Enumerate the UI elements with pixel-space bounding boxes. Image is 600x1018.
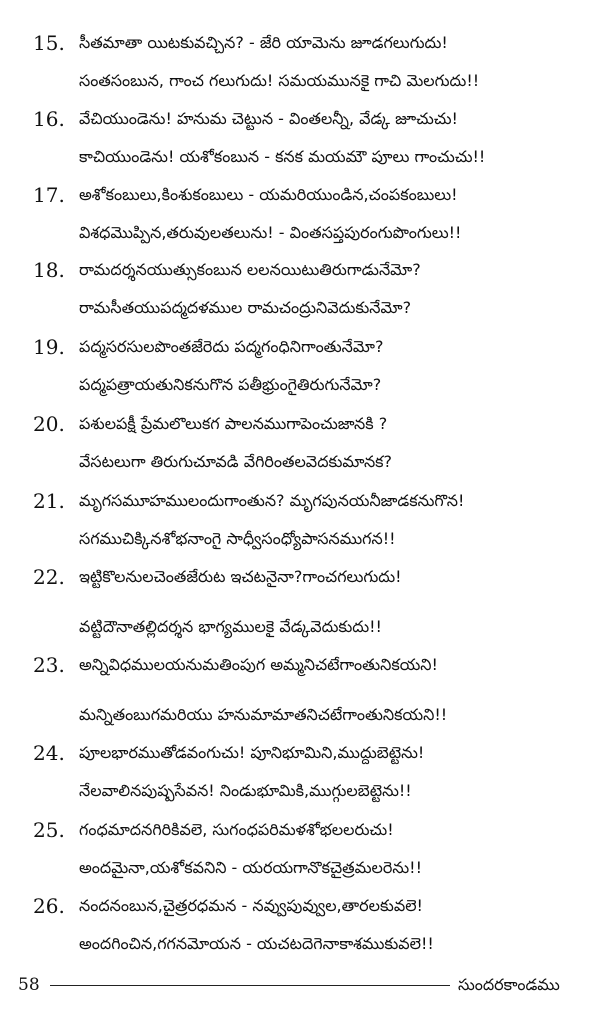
verse-line: నందనంబున,చైత్రరధమన - నవ్వుపువ్వుల,తారలకువలె!: [79, 896, 423, 915]
verse-line: రామదర్శనయుత్సుకంబున లలనయిటుతిరుగాడునేమో?: [79, 260, 421, 279]
verse-line: కాచియుండెను! యశోకంబున - కనక మయమౌ పూలు గాంచుచు!!: [79, 147, 486, 166]
verse-line: సగముచిక్కినశోభనాంగై సాధ్వీసంధ్యోపాసనముగన!!: [79, 529, 396, 548]
verse-line: అందగించిన,గగనమోయన - యచటదెగెనాకాశముకువలె!!: [79, 934, 434, 953]
verse-line: నేలవాలినపుష్పసేవన! నిండుభూమికి,ముగ్గులబెట్టెను!!: [79, 781, 412, 800]
verse-line: పద్మసరసులపొంతజేరెదు పద్మగంధినిగాంతునేమో?: [79, 337, 384, 356]
verse-line: రామసీతయుపద్మదళముల రామచంద్రునివెదుకునేమో?: [79, 298, 412, 317]
verse-line: పశులపక్షీ ప్రేమలొలుకగ పాలనముగాపెంచుజానకి ?: [79, 414, 388, 433]
verse-number: 18.: [33, 258, 65, 282]
verse-number: 15.: [33, 31, 65, 55]
verse-line: వేసటలుగా తిరుగుచూవడి వేగిరింతలవెదకుమానక?: [79, 452, 393, 471]
verse-line: సంతసంబున, గాంచ గలుగుదు! సమయమునకై గాచి మెలగుదు!!: [79, 71, 480, 90]
verse-line: ఇట్టికొలనులచెంతజేరుట ఇచటనైనా?గాంచగలుగుదు!: [79, 567, 402, 586]
verse-number: 22.: [33, 565, 65, 589]
verse-line: పద్మపత్రాయతునికనుగొన పతీభ్రుంగైతిరుగునేమో?: [79, 375, 382, 394]
verse-number: 23.: [33, 653, 65, 677]
verse-line: అన్నివిధములయనుమతింపుగ అమ్మనిచటేగాంతునికయని!: [79, 655, 438, 674]
verse-line: వట్టిదౌనాతల్లిదర్శన భాగ్యములకై వేడ్కవెదుకుదు!!: [79, 617, 382, 636]
verse-line: విశధమొప్పిన,తరువులతలును! - వింతసప్తపురంగుపొంగులు!!: [79, 223, 462, 242]
verse-line: మృగసమూహములందుగాంతున? మృగపునయనీజాడకనుగొన!: [79, 491, 465, 510]
verse-line: అశోకంబులు,కింశుకంబులు - యమరియుండిన,చంపకంబులు!: [79, 185, 458, 204]
verse-line: అందమైనా,యశోకవనిని - యరయగానొకచైత్రమలరెను!!: [79, 858, 422, 877]
verse-line: మన్నితంబుగమరియు హనుమామాతనిచటేగాంతునికయని!!: [79, 705, 448, 724]
verse-line: సీతమాతా యిటకువచ్చిన? - జేరి యామెను జూడగలుగుదు!: [79, 33, 448, 52]
verse-number: 26.: [33, 894, 65, 918]
verse-line: వేచియుండెను! హనుమ చెట్టున - వింతలన్నీ, వేడ్క జూచుచు!: [79, 109, 458, 128]
verse-number: 24.: [33, 741, 65, 765]
footer-rule: [50, 985, 450, 986]
page-footer: [0, 970, 600, 1000]
verse-line: గంధమాదనగిరికివలె, సుగంధపరిమళశోభలలరుచు!: [79, 820, 394, 839]
verse-number: 19.: [33, 335, 65, 359]
verse-number: 20.: [33, 412, 65, 436]
verse-line: పూలభారముతోడవంగుచు! పూనిభూమిని,ముద్దుబెట్టెను!: [79, 743, 425, 762]
page-number: 58: [18, 975, 40, 995]
running-title: సుందరకాండము: [458, 975, 560, 994]
verse-number: 21.: [33, 489, 65, 513]
verse-number: 16.: [33, 107, 65, 131]
verse-number: 17.: [33, 183, 65, 207]
verse-number: 25.: [33, 818, 65, 842]
